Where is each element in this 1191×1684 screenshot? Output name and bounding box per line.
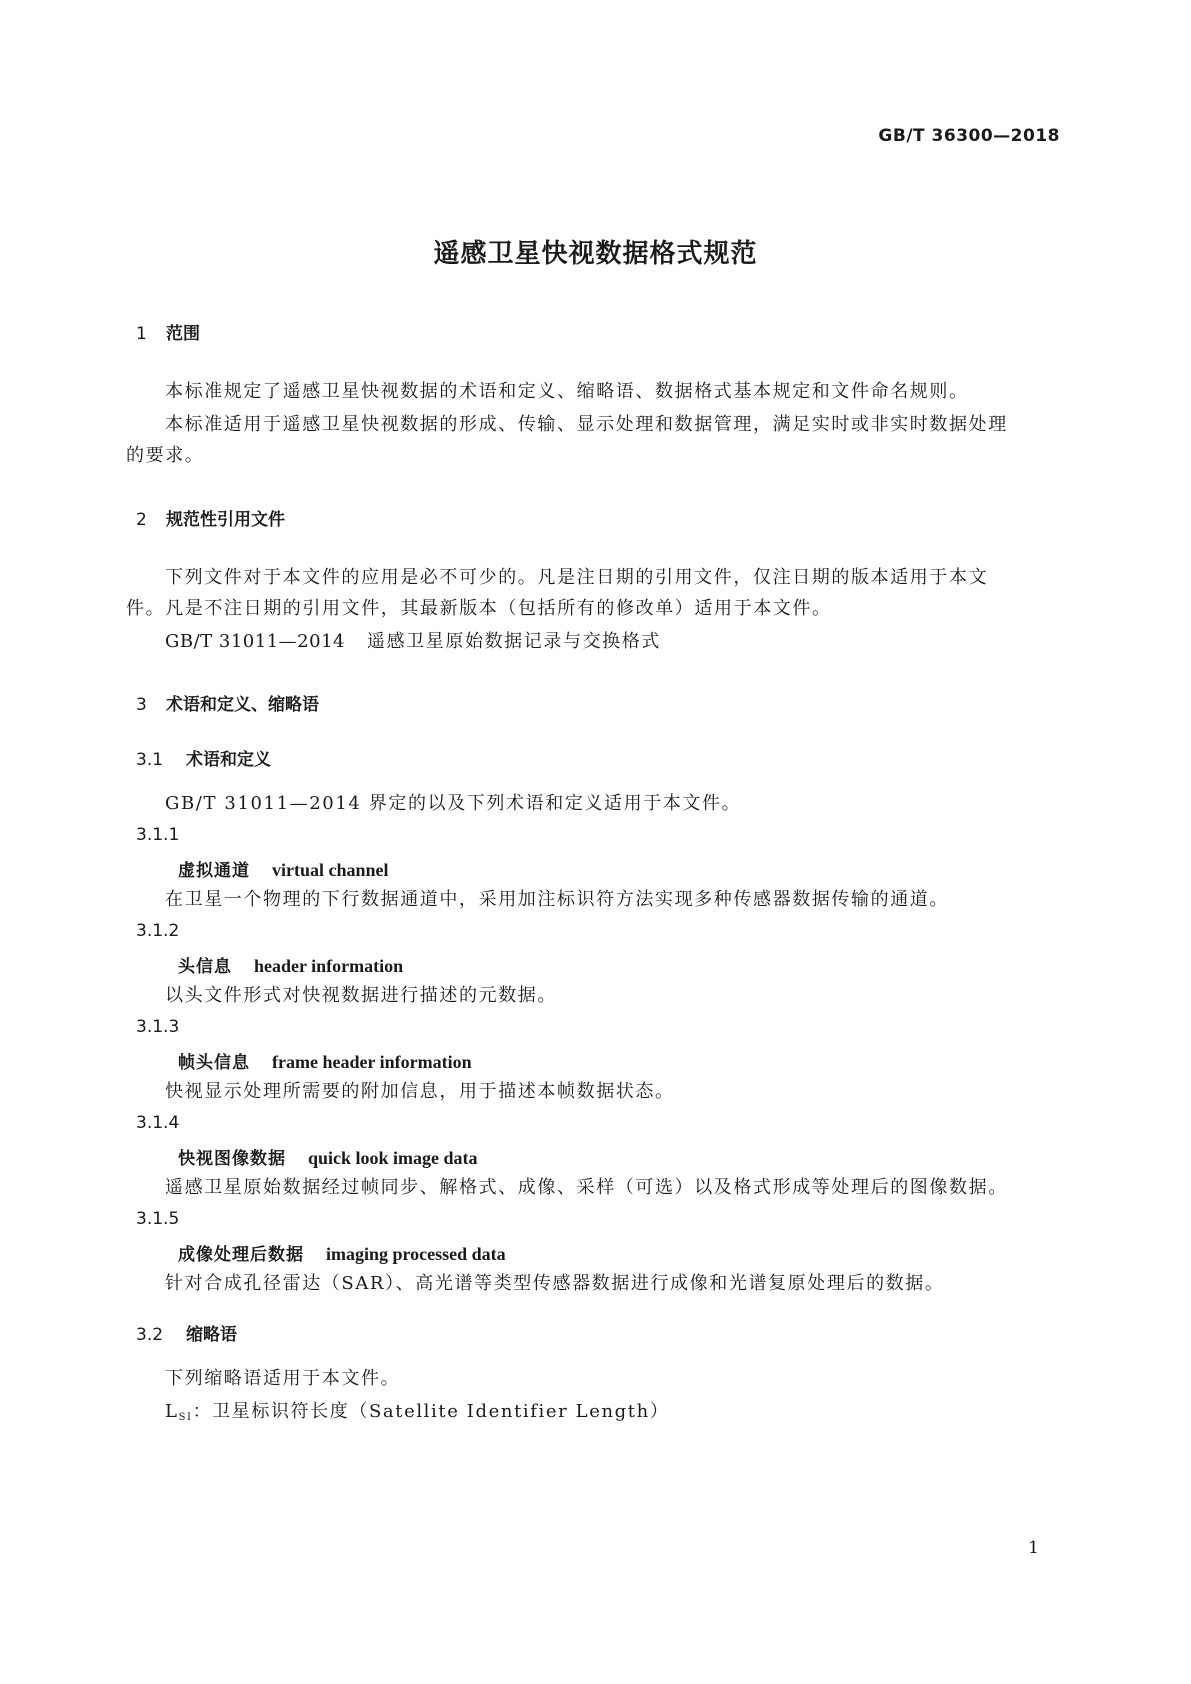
term-chinese: 头信息 [178,957,232,977]
term-definition: 针对合成孔径雷达（SAR）、高光谱等类型传感器数据进行成像和光谱复原处理后的数据。 [165,1273,945,1294]
abbreviation-definition: ：卫星标识符长度（Satellite Identifier Length） [192,1401,670,1422]
subsection-title: 术语和定义 [186,750,271,770]
section-number: 1 [136,324,147,344]
term-heading [178,1240,506,1265]
subsection-number: 3.1 [136,750,164,770]
term-english: imaging processed data [326,1244,506,1264]
section-1-paragraph-2-line-2: 的要求。 [126,445,205,466]
term-heading [178,856,389,881]
page-number: 1 [1028,1538,1039,1558]
section-number: 2 [136,510,147,530]
term-definition: 快视显示处理所需要的附加信息，用于描述本帧数据状态。 [165,1081,675,1102]
section-title: 术语和定义、缩略语 [166,695,319,715]
document-number: GB/T 36300—2018 [878,126,1060,146]
section-2-heading [136,505,285,530]
term-chinese: 成像处理后数据 [178,1245,304,1265]
page-title: 遥感卫星快视数据格式规范 [433,239,758,269]
section-1-heading [136,319,200,344]
term-definition: 遥感卫星原始数据经过帧同步、解格式、成像、采样（可选）以及格式形成等处理后的图像数据。 [165,1177,1008,1198]
term-chinese: 帧头信息 [178,1053,250,1073]
section-3-heading [136,690,319,715]
term-english: virtual channel [272,860,389,880]
abbreviations-intro: 下列缩略语适用于本文件。 [165,1368,401,1389]
term-heading [178,1144,478,1169]
term-chinese: 虚拟通道 [178,861,250,881]
abbreviation-subscript: SI [178,1412,193,1423]
reference-code: GB/T 31011—2014 [165,631,345,652]
term-number: 3.1.2 [136,921,180,941]
section-title: 规范性引用文件 [166,510,285,530]
section-2-paragraph-line-2: 件。凡是不注日期的引用文件，其最新版本（包括所有的修改单）适用于本文件。 [126,598,832,619]
term-english: header information [254,956,404,976]
term-english: frame header information [272,1052,472,1072]
abbreviation-symbol: L [165,1401,179,1422]
term-number: 3.1.4 [136,1113,180,1133]
reference-title: 遥感卫星原始数据记录与交换格式 [366,631,661,652]
term-english: quick look image data [308,1148,478,1168]
term-number: 3.1.3 [136,1017,180,1037]
abbreviation-entry [165,1397,669,1423]
term-definition: 在卫星一个物理的下行数据通道中，采用加注标识符方法实现多种传感器数据传输的通道。 [165,889,949,910]
section-1-paragraph-2-line-1: 本标准适用于遥感卫星快视数据的形成、传输、显示处理和数据管理，满足实时或非实时数据处理 [165,414,1008,435]
section-number: 3 [136,695,147,715]
section-title: 范围 [166,324,200,344]
term-chinese: 快视图像数据 [178,1149,286,1169]
subsection-3-1-heading [136,745,271,770]
section-2-paragraph-line-1: 下列文件对于本文件的应用是必不可少的。凡是注日期的引用文件，仅注日期的版本适用于本文 [165,567,989,588]
terms-intro: GB/T 31011—2014 界定的以及下列术语和定义适用于本文件。 [165,793,742,814]
subsection-title: 缩略语 [186,1325,237,1345]
term-definition: 以头文件形式对快视数据进行描述的元数据。 [165,985,557,1006]
term-number: 3.1.5 [136,1209,180,1229]
normative-reference [165,627,661,653]
subsection-3-2-heading [136,1320,237,1345]
term-number: 3.1.1 [136,825,180,845]
term-heading [178,1048,472,1073]
subsection-number: 3.2 [136,1325,164,1345]
term-heading [178,952,403,977]
section-1-paragraph-1: 本标准规定了遥感卫星快视数据的术语和定义、缩略语、数据格式基本规定和文件命名规则。 [165,381,969,402]
